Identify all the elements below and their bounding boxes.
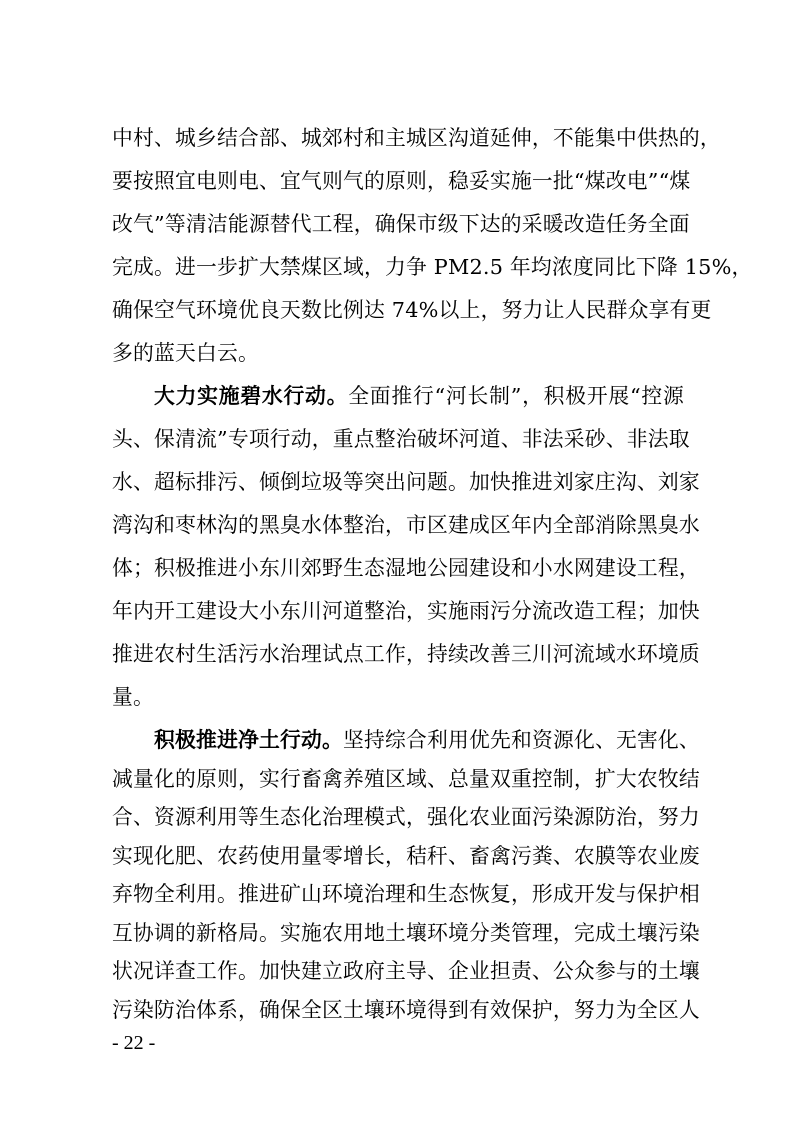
- paragraph-2-line-7: 推进农村生活污水治理试点工作，持续改善三川河流域水环境质: [112, 642, 700, 666]
- paragraph-1-line-2: 要按照宜电则电、宜气则气的原则，稳妥实施一批“煤改电”“煤: [112, 169, 691, 193]
- paragraph-1-line-5: 确保空气环境优良天数比例达 74%以上，努力让人民群众享有更: [112, 298, 712, 322]
- paragraph-2-line-1: [154, 376, 684, 416]
- paragraph-1-line-1: 中村、城乡结合部、城郊村和主城区沟道延伸，不能集中供热的，: [112, 126, 721, 150]
- paragraph-3-first-line-text: 坚持综合利用优先和资源化、无害化、: [342, 728, 700, 752]
- paragraph-3-heading: 积极推进净土行动。: [154, 728, 343, 752]
- paragraph-2-line-5: 体；积极推进小东川郊野生态湿地公园建设和小水网建设工程，: [112, 556, 700, 580]
- paragraph-3-line-4: 实现化肥、农药使用量零增长，秸秆、畜禽污粪、农膜等农业废: [112, 843, 700, 868]
- paragraph-1-line-4: 完成。进一步扩大禁煤区域，力争 PM2.5 年均浓度同比下降 15%，: [112, 255, 753, 279]
- paragraph-1-line-6: 多的蓝天白云。: [112, 341, 259, 365]
- paragraph-3-line-5: 弃物全利用。推进矿山环境治理和生态恢复，形成开发与保护相: [112, 882, 700, 906]
- paragraph-3-line-3: 合、资源利用等生态化治理模式，强化农业面污染源防治，努力: [112, 805, 700, 829]
- paragraph-2-line-2: 头、保清流”专项行动，重点整治破坏河道、非法采砂、非法取: [112, 427, 690, 451]
- paragraph-2-first-line-text: 全面推行“河长制”，积极开展“控源: [348, 384, 684, 408]
- paragraph-2-line-6: 年内开工建设大小东川河道整治，实施雨污分流改造工程；加快: [112, 599, 700, 623]
- paragraph-1-line-3: 改气”等清洁能源替代工程，确保市级下达的采暖改造任务全面: [112, 212, 690, 236]
- paragraph-2-line-8: 量。: [112, 685, 154, 709]
- paragraph-3-line-7: 状况详查工作。加快建立政府主导、企业担责、公众参与的土壤: [112, 959, 700, 983]
- paragraph-3-line-8: 污染防治体系，确保全区土壤环境得到有效保护，努力为全区人: [112, 997, 700, 1022]
- paragraph-2-line-4: 湾沟和枣林沟的黑臭水体整治，市区建成区年内全部消除黑臭水: [112, 513, 700, 537]
- paragraph-3-line-6: 互协调的新格局。实施农用地土壤环境分类管理，完成土壤污染: [112, 920, 700, 945]
- paragraph-2-heading: 大力实施碧水行动。: [154, 384, 349, 408]
- paragraph-3-line-2: 减量化的原则，实行畜禽养殖区域、总量双重控制，扩大农牧结: [112, 766, 700, 791]
- page-number: - 22 -: [112, 1032, 156, 1054]
- paragraph-3-line-1: [154, 720, 700, 760]
- paragraph-2-line-3: 水、超标排污、倾倒垃圾等突出问题。加快推进刘家庄沟、刘家: [112, 470, 700, 494]
